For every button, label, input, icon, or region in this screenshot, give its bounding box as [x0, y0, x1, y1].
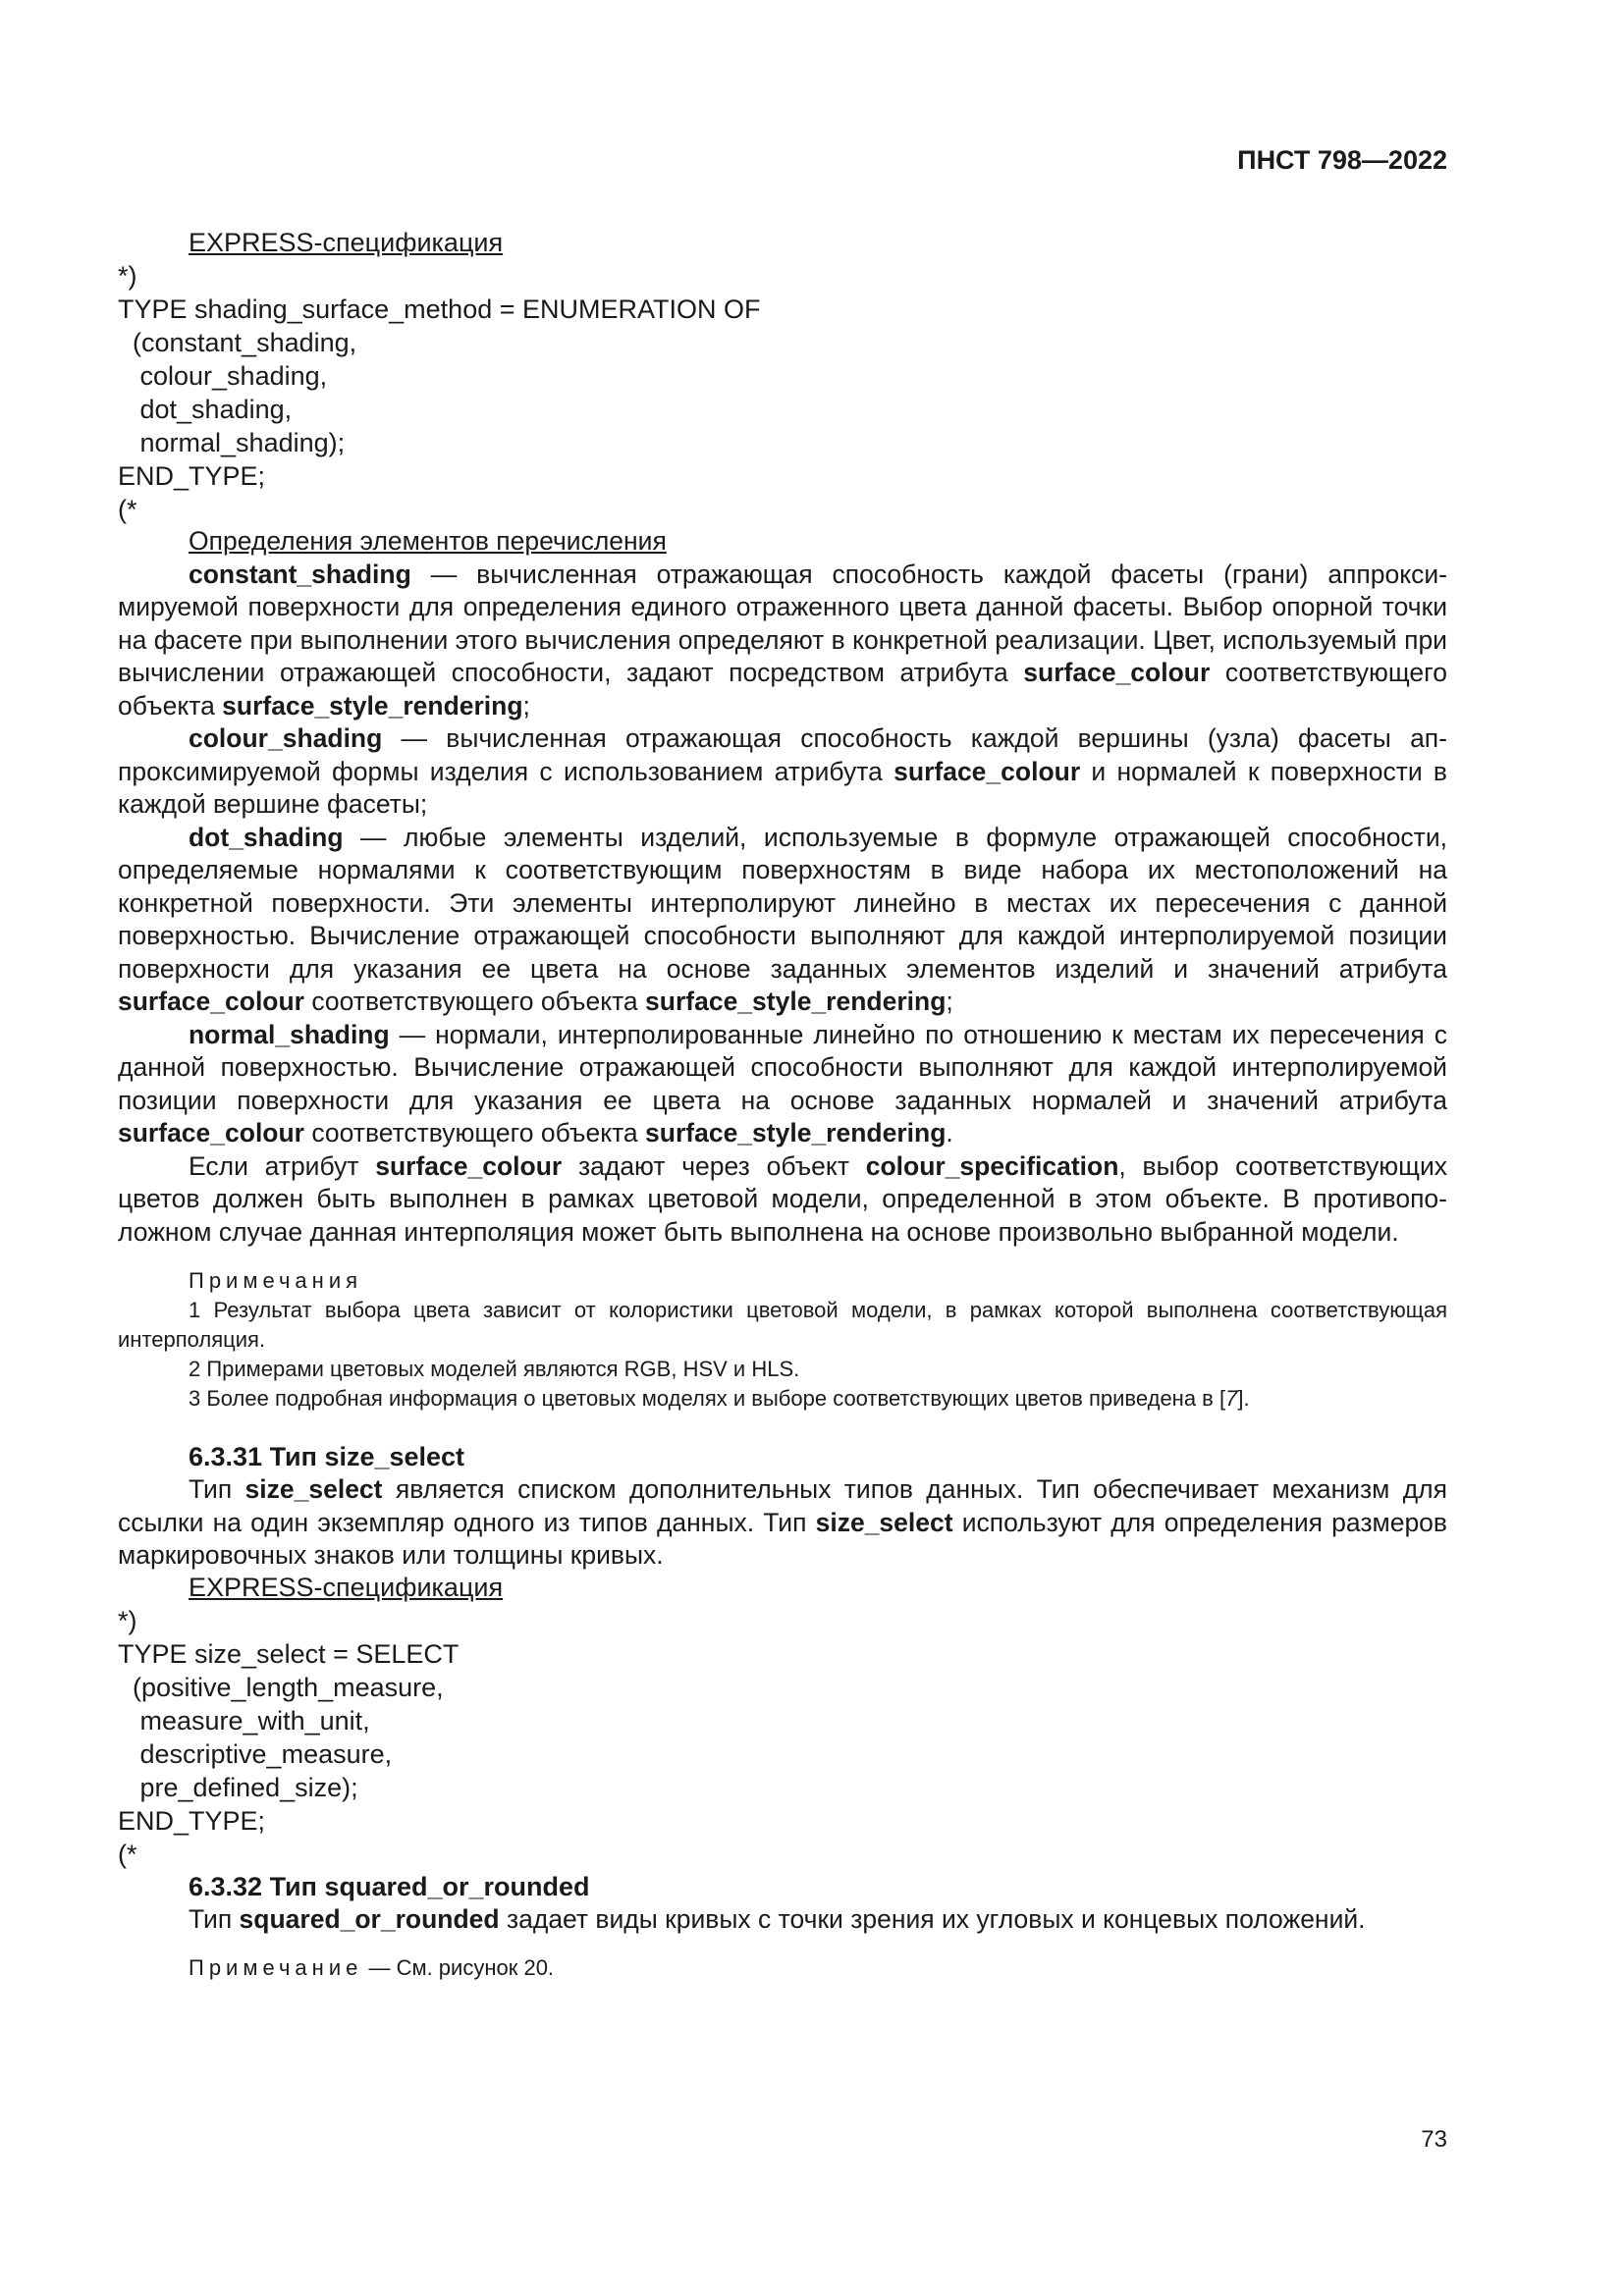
- definition-dot-shading: dot_shading — любые элементы изделий, используемые в формуле отражающей способности, определяемые нормалями к соответствующим поверхностям в виде набора их местоположений на конкретной поверхности. Эти элементы интерполируют линейно в местах их пересечения с данной поверхностью. Вычисление отражающей способности выполняют для каждой интерполируемой позиции поверхности для указания ее цвета на основе заданных элементов изделий и значений атрибута surface_colour соответствующего объекта surface_style_rendering;: [118, 822, 1447, 1016]
- note-1: 1 Результат выбора цвета зависит от колористики цветовой модели, в рамках которой выполнена соответствующая интерполяция.: [118, 1298, 1447, 1352]
- code-line: (*: [118, 495, 137, 524]
- note-figure-20: [118, 1953, 1447, 1983]
- section-text: Тип size_select является списком дополнительных типов данных. Тип обеспечивает механизм для ссылки на один экземпляр одного из типов данных. Тип size_select используют для определения размеров маркировочных знаков или толщины кривых.: [118, 1474, 1447, 1570]
- code-line: descriptive_measure,: [118, 1739, 393, 1769]
- code-line: *): [118, 261, 137, 291]
- section-heading: 6.3.31 Тип size_select: [189, 1442, 465, 1471]
- note-title: Примечание: [189, 1955, 363, 1980]
- section-text: Тип squared_or_rounded задает виды кривых с точки зрения их угловых и концевых положений.: [189, 1904, 1366, 1934]
- section-heading: 6.3.32 Тип squared_or_rounded: [189, 1872, 590, 1901]
- code-line: TYPE size_select = SELECT: [118, 1639, 460, 1669]
- express-label: EXPRESS-спецификация: [189, 1573, 504, 1602]
- code-line: TYPE shading_surface_method = ENUMERATION OF: [118, 294, 761, 324]
- code-line: measure_with_unit,: [118, 1706, 370, 1735]
- code-line: normal_shading);: [118, 428, 346, 457]
- section-6-3-31: [118, 1440, 1447, 1573]
- definition-constant-shading: constant_shading — вычисленная отражающая способность каждой фасеты (грани) аппроксимируемой поверхности для определения единого отраженного цвета данной фасеты. Выбор опорной точки на фасете при выполнении этого вычисления определяют в конкретной реализации. Цвет, используемый при вычислении отражающей способности, задают посредством атрибута surface_colour соответствующего объекта surface_style_rendering;: [118, 559, 1447, 721]
- express-block-1: [118, 226, 1447, 526]
- definitions-label: Определения элементов перечисления: [189, 526, 667, 556]
- code-line: END_TYPE;: [118, 1806, 266, 1836]
- section-6-3-32: [118, 1870, 1447, 1937]
- note-text: — См. рисунок 20.: [362, 1955, 555, 1980]
- notes-title: Примечания: [189, 1268, 363, 1293]
- code-line: *): [118, 1606, 137, 1635]
- code-line: END_TYPE;: [118, 461, 266, 491]
- page-number: 73: [1421, 2126, 1447, 2153]
- express-block-2: [118, 1571, 1447, 1871]
- note-3: 3 Более подробная информация о цветовых моделях и выборе соответствующих цветов приведена в [7].: [189, 1386, 1250, 1411]
- express-label: EXPRESS-спецификация: [189, 228, 504, 257]
- definitions-section: [118, 525, 1447, 1249]
- definition-colour-shading: colour_shading — вычисленная отражающая способность каждой вершины (узла) фасеты аппроксимируемой формы изделия с использованием атрибута surface_colour и нормалей к поверхности в каждой вершине фасеты;: [118, 723, 1448, 819]
- paragraph-colour-specification: Если атрибут surface_colour задают через объект colour_specification, выбор соответствующих цветов должен быть выполнен в рамках цветовой модели, определенной в этом объекте. В противоположном случае данная интерполяция может быть выполнена на основе произвольно выбранной модели.: [118, 1150, 1447, 1247]
- definition-normal-shading: normal_shading — нормали, интерполированные линейно по отношению к местам их пересечения с данной поверхностью. Вычисление отражающей способности выполняют для каждой интерполируемой позиции поверхности для указания ее цвета на основе заданных нормалей и значений атрибута surface_colour соответствующего объекта surface_style_rendering.: [118, 1019, 1447, 1148]
- code-line: (positive_length_measure,: [118, 1673, 444, 1702]
- notes-section: [118, 1266, 1447, 1414]
- code-line: pre_defined_size);: [118, 1773, 358, 1802]
- page-header: ПНСТ 798—2022: [1237, 145, 1447, 175]
- code-line: (constant_shading,: [118, 328, 357, 357]
- code-line: dot_shading,: [118, 395, 293, 424]
- code-line: (*: [118, 1840, 137, 1869]
- note-2: 2 Примерами цветовых моделей являются RGB, HSV и HLS.: [189, 1357, 800, 1381]
- code-line: colour_shading,: [118, 361, 328, 391]
